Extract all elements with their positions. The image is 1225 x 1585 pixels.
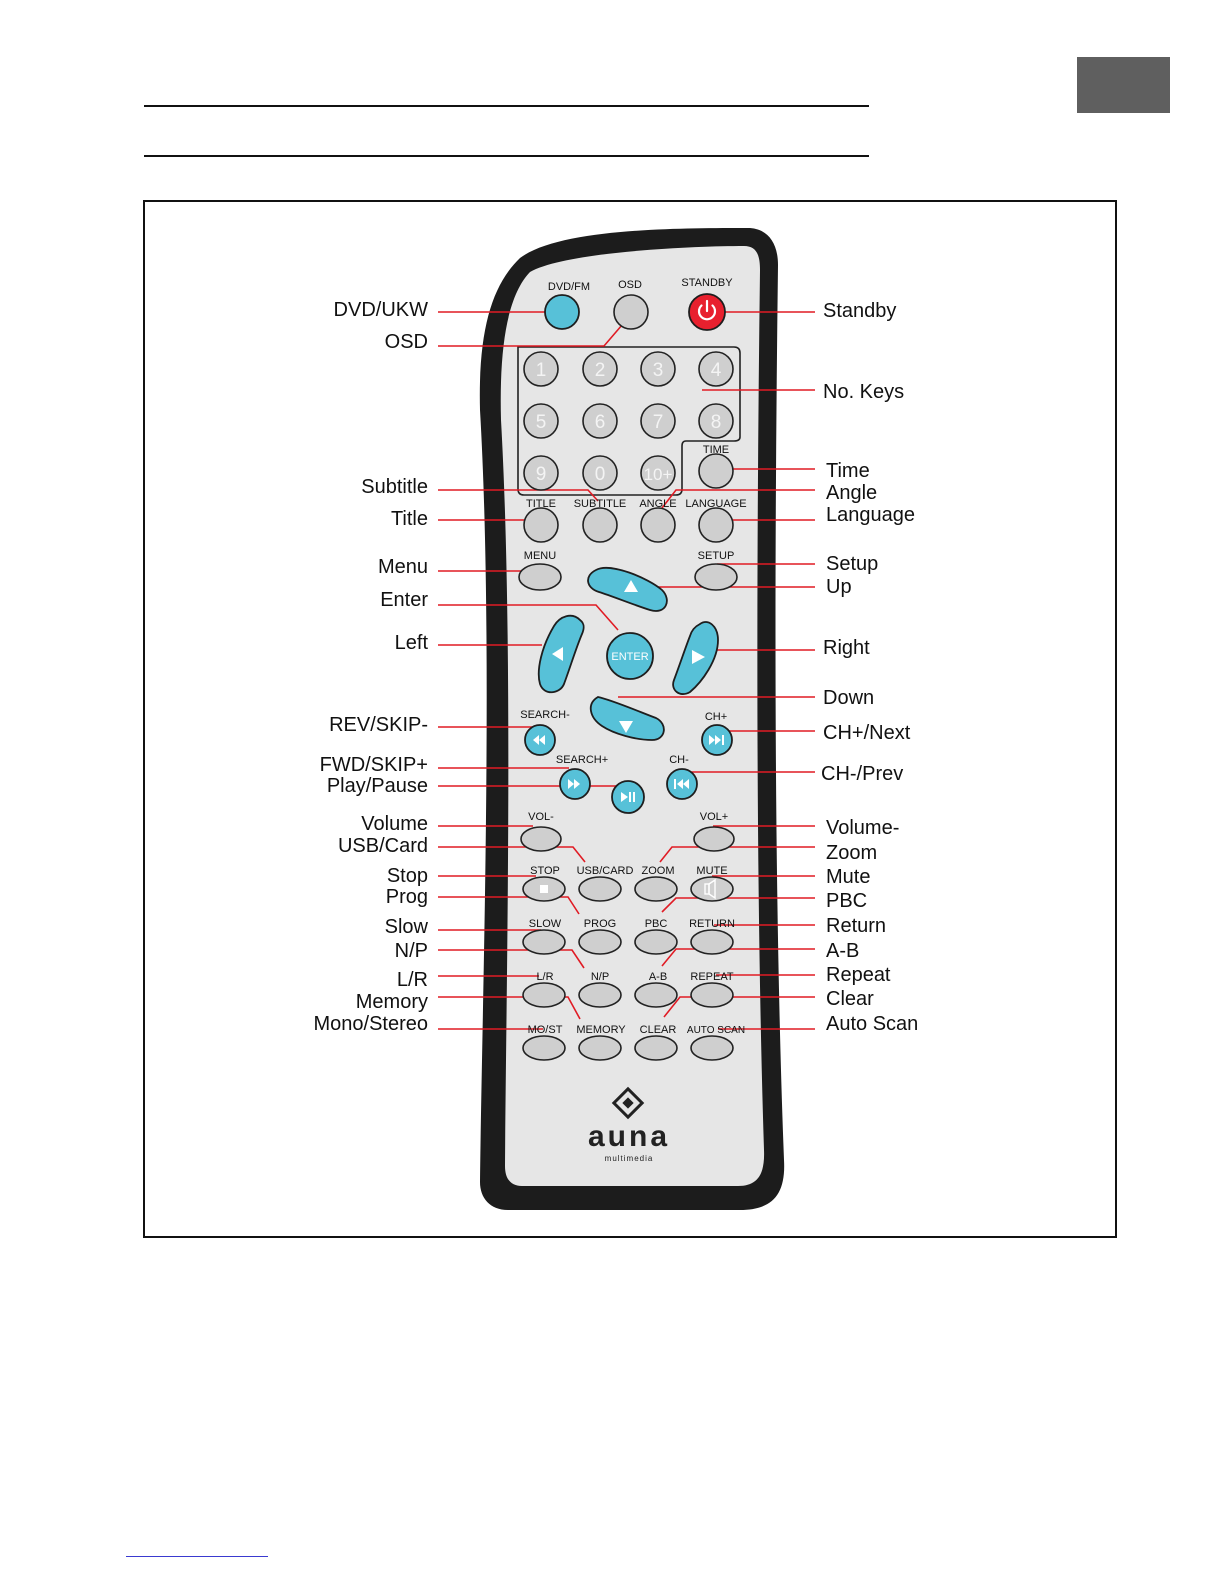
number-key-label: 8 (710, 412, 722, 433)
remote-label: LANGUAGE (685, 498, 747, 510)
return-button[interactable] (691, 930, 733, 954)
remote-label: ANGLE (639, 498, 677, 510)
callout-label: Stop (386, 865, 428, 887)
subtitle-button[interactable] (583, 508, 617, 542)
vol-minus-button[interactable] (521, 827, 561, 851)
callout-label: Left (394, 632, 428, 654)
lr-button[interactable] (523, 983, 565, 1007)
a-b-button[interactable] (635, 983, 677, 1007)
mute-button[interactable] (691, 877, 733, 901)
remote-label: USB/CARD (576, 865, 634, 877)
callout-label: Menu (377, 556, 428, 578)
remote-label: RETURN (689, 918, 735, 930)
number-key-label: 6 (594, 412, 606, 433)
callout-label: Title (390, 508, 428, 530)
callout-label: Enter (380, 589, 428, 611)
slow-button[interactable] (523, 930, 565, 954)
usb-card-button[interactable] (579, 877, 621, 901)
remote-label: PBC (644, 918, 668, 930)
remote-label: PROG (583, 918, 617, 930)
remote-label: MUTE (696, 865, 728, 877)
right-callouts (821, 300, 918, 1035)
callout-label: Slow (384, 916, 428, 938)
callout-label: N/P (394, 940, 428, 962)
callout-label: Standby (823, 300, 897, 322)
callout-label: Play/Pause (326, 775, 428, 797)
callout-label: Clear (826, 988, 874, 1010)
time-button[interactable] (699, 454, 733, 488)
number-key-label: 9 (535, 464, 547, 485)
enter-label: ENTER (611, 651, 649, 663)
callout-label: Zoom (826, 842, 878, 864)
vol-plus-button[interactable] (694, 827, 734, 851)
number-key-label: 2 (594, 360, 606, 381)
auto-scan-button[interactable] (691, 1036, 733, 1060)
remote-label: OSD (618, 279, 642, 291)
np-button[interactable] (579, 983, 621, 1007)
remote-label: CLEAR (639, 1024, 677, 1036)
number-key-label: 10+ (643, 465, 673, 484)
title-button[interactable] (524, 508, 558, 542)
remote-label: CH- (669, 754, 689, 766)
repeat-button[interactable] (691, 983, 733, 1007)
remote-label: L/R (536, 971, 554, 983)
brand-name: auna (587, 1120, 671, 1153)
remote-label: SUBTITLE (573, 498, 627, 510)
callout-label: CH-/Prev (821, 763, 904, 785)
remote-label: TITLE (526, 498, 556, 510)
remote-label: A-B (648, 971, 668, 983)
callout-label: Right (823, 637, 870, 659)
footer-link-underline (126, 1556, 268, 1557)
callout-label: USB/Card (337, 835, 428, 857)
callout-label: REV/SKIP- (329, 714, 428, 736)
callout-label: Prog (385, 886, 428, 908)
remote-label: SETUP (697, 550, 735, 562)
callout-label: OSD (384, 331, 428, 353)
language-button[interactable] (699, 508, 733, 542)
pbc-button[interactable] (635, 930, 677, 954)
callout-label: Up (826, 576, 852, 598)
menu-button[interactable] (519, 564, 561, 590)
callout-label: Auto Scan (826, 1013, 919, 1035)
number-key-label: 0 (594, 464, 606, 485)
remote-label: TIME (702, 444, 730, 456)
callout-label: No. Keys (823, 381, 905, 403)
remote-label: STANDBY (681, 277, 733, 289)
number-key-label: 5 (535, 412, 547, 433)
callout-label: Mono/Stereo (313, 1013, 428, 1035)
number-key-label: 3 (652, 360, 664, 381)
remote-label: MEMORY (576, 1024, 626, 1036)
callout-label: FWD/SKIP+ (319, 754, 428, 776)
remote-label: DVD/FM (547, 281, 591, 293)
prog-button[interactable] (579, 930, 621, 954)
mo-st-button[interactable] (523, 1036, 565, 1060)
remote-label: SEARCH- (520, 709, 570, 721)
number-key-label: 7 (652, 412, 664, 433)
angle-button[interactable] (641, 508, 675, 542)
clear-button[interactable] (635, 1036, 677, 1060)
callout-label: Language (826, 504, 915, 526)
callout-label: Return (826, 915, 887, 937)
callout-label: A-B (826, 940, 860, 962)
callout-label: Angle (826, 482, 878, 504)
callout-label: Repeat (826, 964, 891, 986)
callout-label: DVD/UKW (333, 299, 428, 321)
brand-tagline: multimedia (604, 1154, 654, 1163)
remote-label: REPEAT (690, 971, 734, 983)
setup-button[interactable] (695, 564, 737, 590)
remote-label: VOL+ (699, 811, 729, 823)
remote-label: MENU (523, 550, 557, 562)
zoom-button[interactable] (635, 877, 677, 901)
dvd-fm-button[interactable] (545, 295, 579, 329)
remote-label: SEARCH+ (555, 754, 609, 766)
callout-label: Volume (361, 813, 428, 835)
callout-label: Setup (826, 553, 879, 575)
callout-label: L/R (396, 969, 428, 991)
remote-label: STOP (530, 865, 560, 877)
left-callouts (313, 299, 428, 1035)
callout-label: Time (826, 460, 870, 482)
stop-icon (540, 885, 548, 893)
osd-button[interactable] (614, 295, 648, 329)
remote-label: N/P (590, 971, 610, 983)
remote-label: ZOOM (641, 865, 675, 877)
callout-label: Memory (355, 991, 428, 1013)
callout-label: CH+/Next (823, 722, 911, 744)
memory-button[interactable] (579, 1036, 621, 1060)
number-key-label: 1 (535, 360, 547, 381)
callout-label: Volume- (826, 817, 900, 839)
remote-label: CH+ (704, 711, 728, 723)
number-key-label: 4 (710, 360, 722, 381)
callout-label: Mute (826, 866, 871, 888)
callout-label: Down (823, 687, 875, 709)
callout-label: PBC (826, 890, 868, 912)
remote-label: MO/ST (527, 1024, 563, 1036)
callout-label: Subtitle (361, 476, 428, 498)
remote-label: AUTO SCAN (686, 1025, 746, 1036)
remote-label: SLOW (528, 918, 562, 930)
remote-label: VOL- (528, 811, 554, 823)
